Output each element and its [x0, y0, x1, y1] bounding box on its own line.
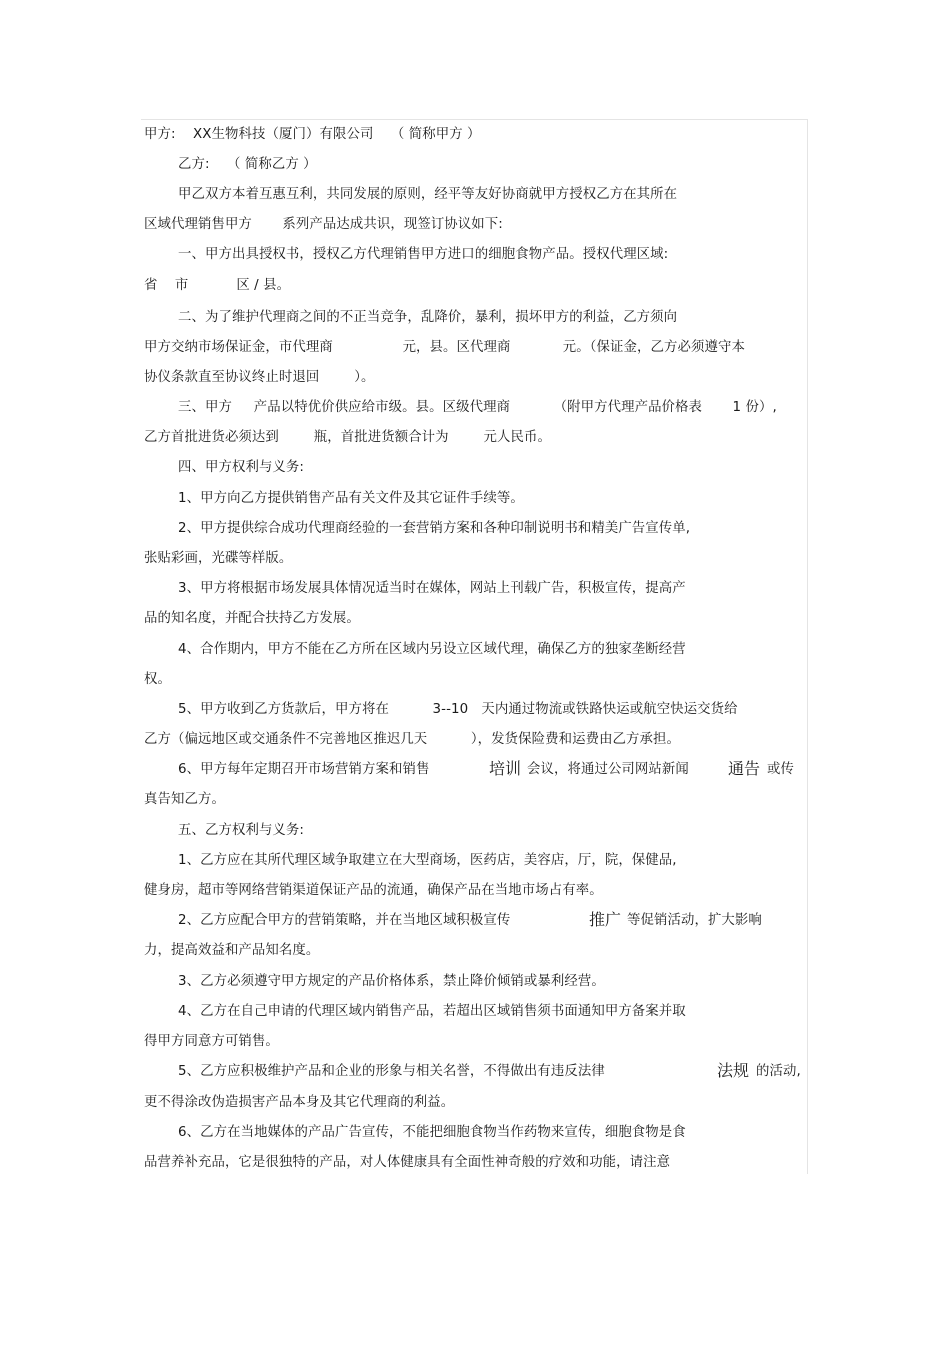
document-line: 一、甲方出具授权书，授权乙方代理销售甲方进口的细胞食物产品。授权代理区域: — [178, 247, 669, 262]
document-line: 二、为了维护代理商之间的不正当竞争，乱降价，暴利，损坏甲方的利益，乙方须向 — [178, 310, 678, 325]
document-line: 协仪条款直至协议终止时退回 ）。 — [144, 370, 375, 385]
document-line: 区域代理销售甲方 系列产品达成共识，现签订协议如下: — [144, 217, 503, 232]
emphasized-term: 推广 — [589, 910, 622, 929]
document-line: 力，提高效益和产品知名度。 — [144, 943, 320, 958]
emphasized-term: 法规 — [717, 1061, 750, 1080]
document-line: 等促销活动，扩大影响 — [627, 913, 762, 928]
document-line: 品的知名度，并配合扶持乙方发展。 — [144, 611, 360, 626]
document-line: 乙方（偏远地区或交通条件不完善地区推迟几天 ），发货保险费和运费由乙方承担。 — [144, 732, 681, 747]
document-line: 省 市 区 / 县。 — [144, 278, 291, 293]
emphasized-term: 通告 — [728, 759, 761, 778]
document-line: 乙方首批进货必须达到 瓶，首批进货额合计为 元人民币。 — [144, 430, 551, 445]
document-line: 4、合作期内，甲方不能在乙方所在区域内另设立区域代理，确保乙方的独家垄断经营 — [178, 642, 686, 657]
document-line: 得甲方同意方可销售。 — [144, 1034, 279, 1049]
document-line: 甲方交纳市场保证金，市代理商 元，县。区代理商 元。（保证金，乙方必须遵守本 — [144, 340, 745, 355]
document-line: 更不得涂改伪造损害产品本身及其它代理商的利益。 — [144, 1095, 455, 1110]
document-line: 四、甲方权利与义务: — [178, 460, 305, 475]
document-line: 甲乙双方本着互惠互利，共同发展的原则，经平等友好协商就甲方授权乙方在其所在 — [178, 187, 678, 202]
document-line: 五、乙方权利与义务: — [178, 823, 305, 838]
document-line: 乙方: （ 简称乙方 ） — [178, 157, 317, 172]
emphasized-term: 培训 — [489, 759, 522, 778]
document-line: 5、甲方收到乙方货款后，甲方将在 3--10 天内通过物流或铁路快运或航空快运交货给 — [178, 702, 738, 717]
document-line: 1、甲方向乙方提供销售产品有关文件及其它证件手续等。 — [178, 491, 524, 506]
document-line: 2、甲方提供综合成功代理商经验的一套营销方案和各种印制说明书和精美广告宣传单, — [178, 521, 691, 536]
document-line: 真告知乙方。 — [144, 792, 225, 807]
document-line: 6、乙方在当地媒体的产品广告宣传，不能把细胞食物当作药物来宣传，细胞食物是食 — [178, 1125, 686, 1140]
document-line: 权。 — [144, 672, 171, 687]
document-line: 会议，将通过公司网站新闻 — [527, 762, 689, 777]
document-line: 5、乙方应积极维护产品和企业的形象与相关名誉，不得做出有违反法律 — [178, 1064, 605, 1079]
document-line: 4、乙方在自己申请的代理区域内销售产品，若超出区域销售须书面通知甲方备案并取 — [178, 1004, 686, 1019]
document-line: 6、甲方每年定期召开市场营销方案和销售 — [178, 762, 430, 777]
document-line: 3、甲方将根据市场发展具体情况适当时在媒体，网站上刊载广告，积极宣传，提高产 — [178, 581, 686, 596]
document-line: 3、乙方必须遵守甲方规定的产品价格体系，禁止降价倾销或暴利经营。 — [178, 974, 605, 989]
document-line: 品营养补充品，它是很独特的产品，对人体健康具有全面性神奇般的疗效和功能，请注意 — [144, 1155, 671, 1170]
document-line: 三、甲方 产品以特优价供应给市级。县。区级代理商 （附甲方代理产品价格表 1 份）, — [178, 400, 777, 415]
document-line: 健身房，超市等网络营销渠道保证产品的流通，确保产品在当地市场占有率。 — [144, 883, 603, 898]
document-line: 张贴彩画，光碟等样版。 — [144, 551, 293, 566]
document-line: 2、乙方应配合甲方的营销策略，并在当地区域积极宣传 — [178, 913, 511, 928]
document-line: 甲方: XX生物科技（厦门）有限公司 （ 简称甲方 ） — [144, 127, 481, 142]
document-line: 或传 — [767, 762, 794, 777]
document-line: 的活动, — [756, 1064, 801, 1079]
document-line: 1、乙方应在其所代理区域争取建立在大型商场，医药店，美容店，厅，院，保健品, — [178, 853, 677, 868]
